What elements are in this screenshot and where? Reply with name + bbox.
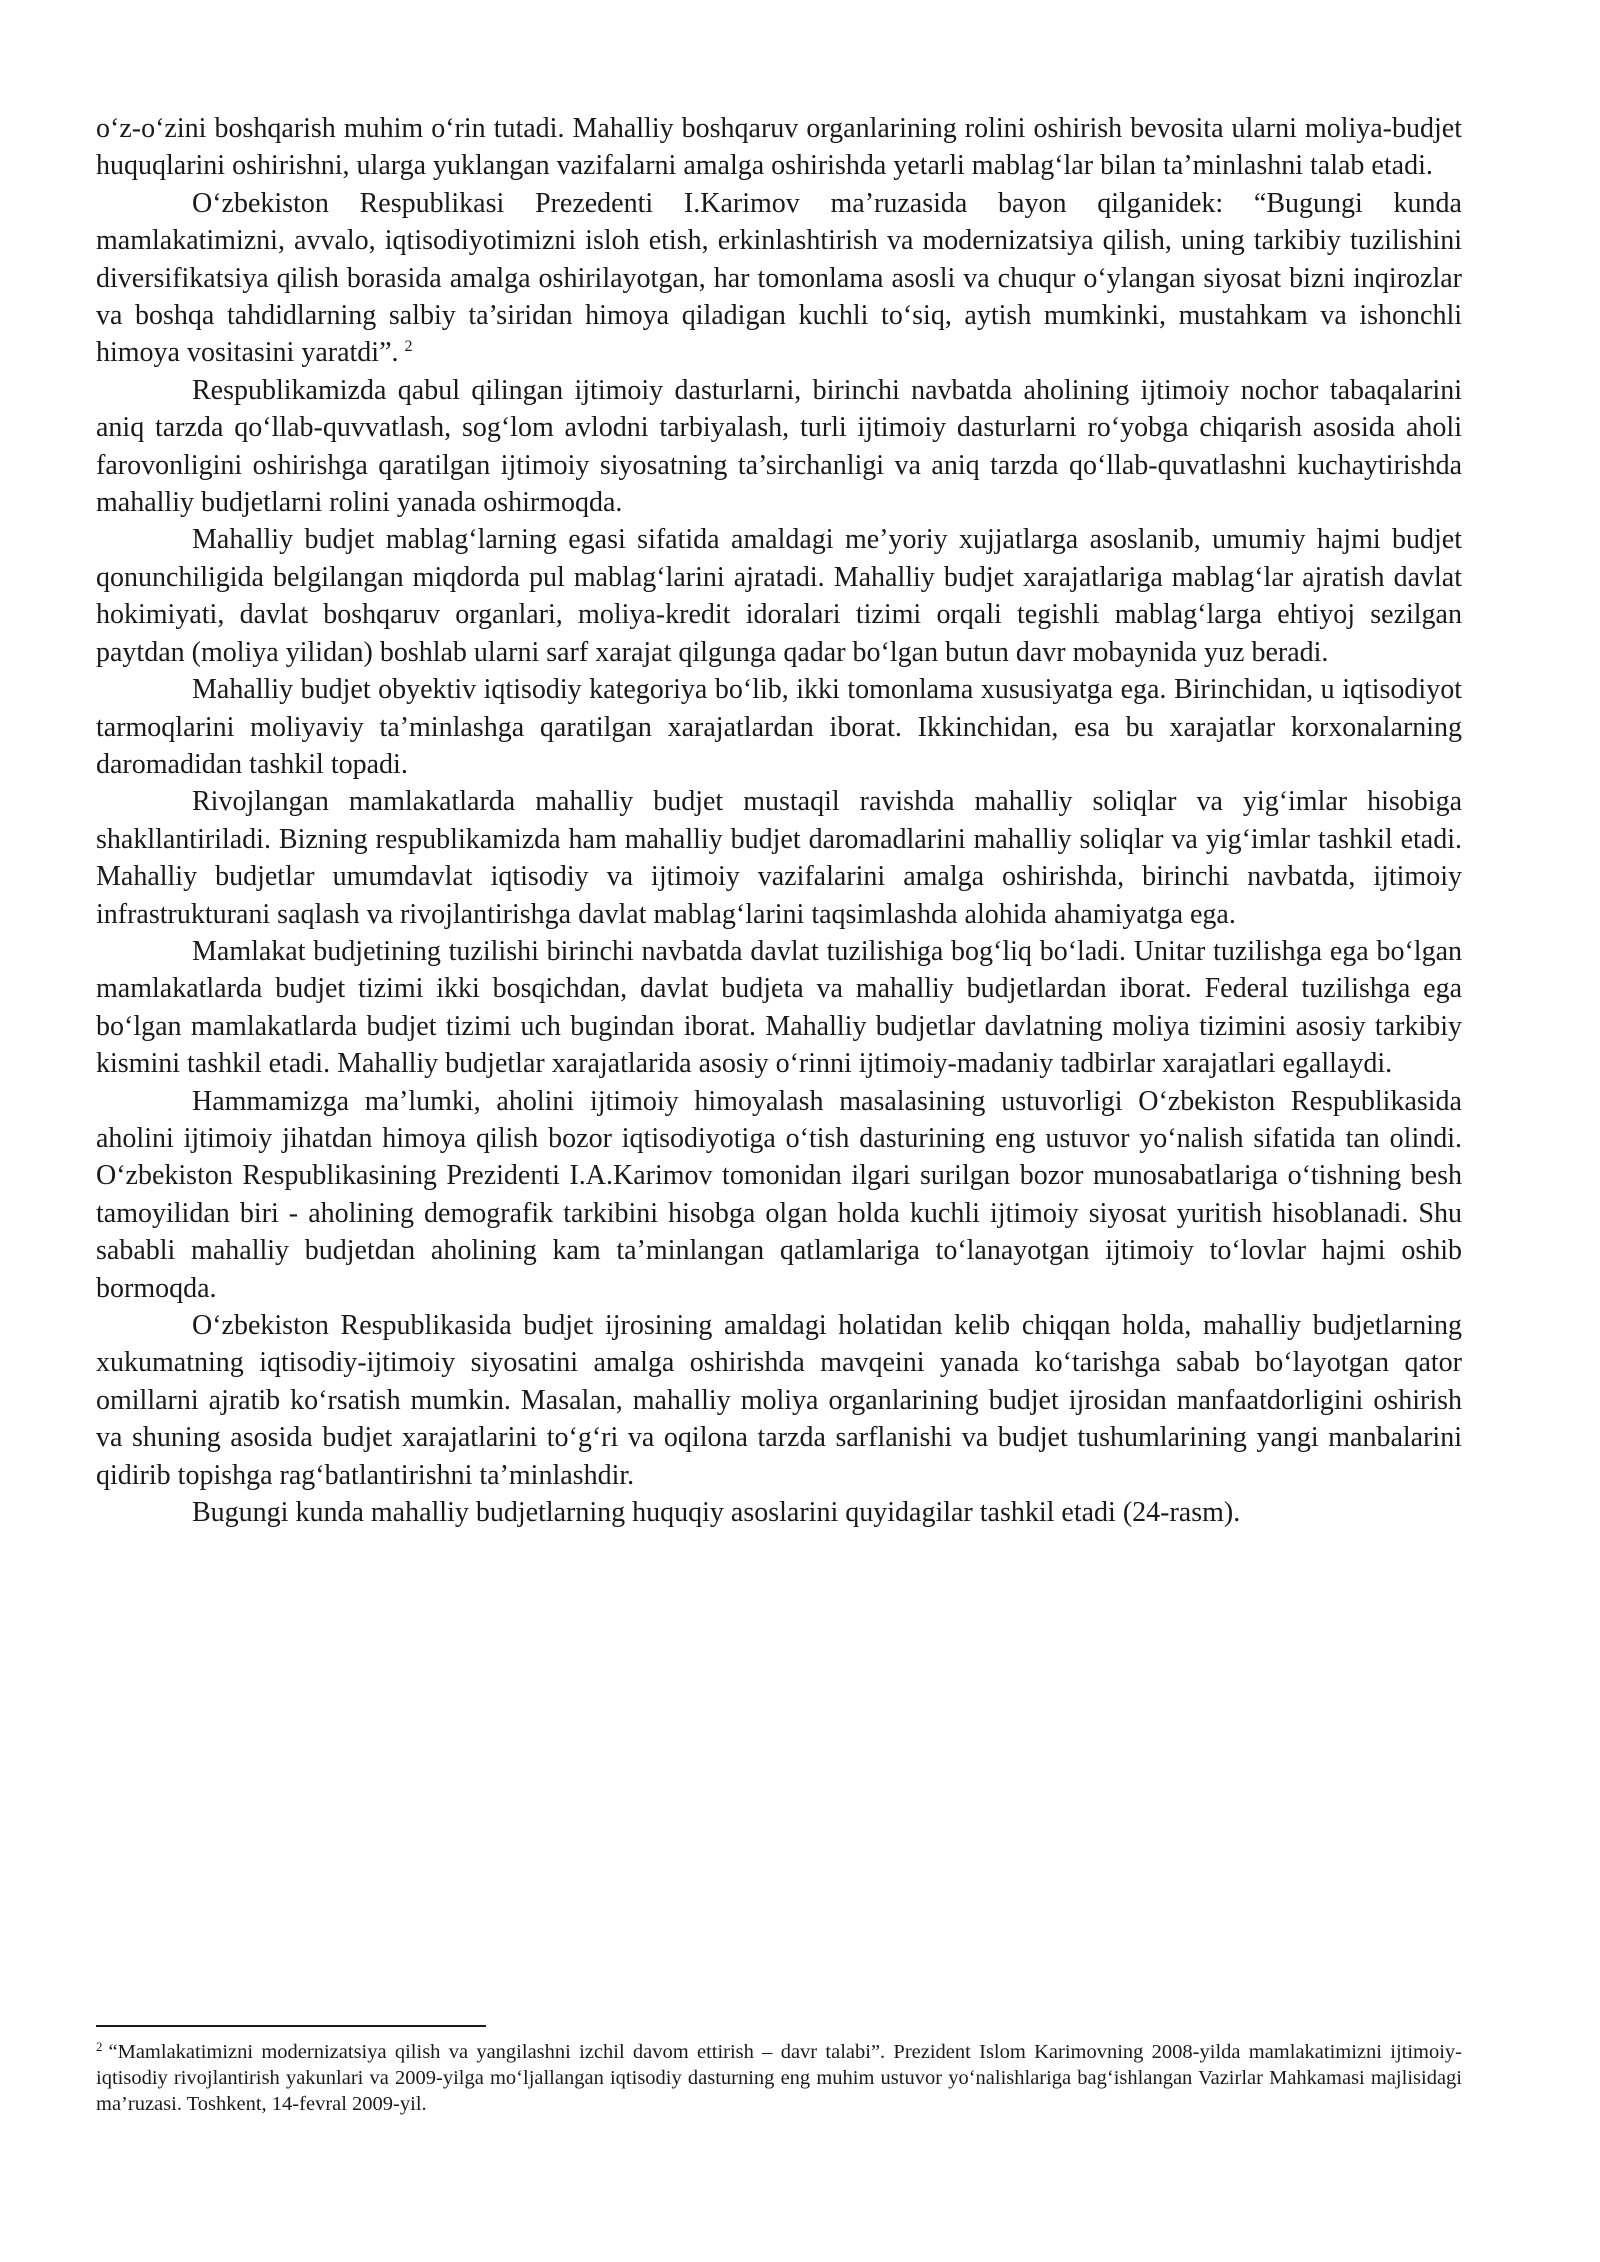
footnote-text: “Mamlakatimizni modernizatsiya qilish va yangilashni izchil davom ettirish – davr talabi”. Prezident Islom Karimovning 2008-yilda mamlakatimizni ijtimoiy-iqtisodiy rivojlantirish yakunlari va 2009-yilga mo‘ljallangan iqtisodiy dasturning eng muhim ustuvor yo‘nalishlariga bag‘ishlangan Vazirlar Mahkamasi majlisidagi ma’ruzasi. Toshkent, 14-fevral 2009-yil.	[96, 2041, 1462, 2115]
paragraph: Mamlakat budjetining tuzilishi birinchi navbatda davlat tuzilishiga bog‘liq bo‘ladi. Unitar tuzilishga ega bo‘lgan mamlakatlarda budjet tizimi ikki bosqichdan, davlat budjeta va mahalliy budjetlardan iborat. Federal tuzilishga ega bo‘lgan mamlakatlarda budjet tizimi uch bugindan iborat. Mahalliy budjetlar davlatning moliya tizimini asosiy tarkibiy kismini tashkil etadi. Mahalliy budjetlar xarajatlarida asosiy o‘rinni ijtimoiy-madaniy tadbirlar xarajatlari egallaydi.	[96, 935, 1462, 1080]
paragraph	[96, 185, 1462, 372]
paragraph: O‘zbekiston Respublikasida budjet ijrosining amaldagi holatidan kelib chiqqan holda, mahalliy budjetlarning xukumatning iqtisodiy-ijtimoiy siyosatini amalga oshirishda mavqeini yanada ko‘tarishga sabab bo‘layotgan qator omillarni ajratib ko‘rsatish mumkin. Masalan, mahalliy moliya organlarining budjet ijrosidan manfaatdorligini oshirish va shuning asosida budjet xarajatlarini to‘g‘ri va oqilona tarzda sarflanishi va budjet tushumlarining yangi manbalarini qidirib topishga rag‘batlantirishni ta’minlashdir.	[96, 1310, 1462, 1491]
paragraph: Mahalliy budjet obyektiv iqtisodiy kategoriya bo‘lib, ikki tomonlama xususiyatga ega. Birinchidan, u iqtisodiyot tarmoqlarini moliyaviy ta’minlashga qaratilgan xarajatlardan iborat. Ikkinchidan, esa bu xarajatlar korxonalarning daromadidan tashkil topadi.	[96, 674, 1462, 780]
paragraph: Hammamizga ma’lumki, aholini ijtimoiy himoyalash masalasining ustuvorligi O‘zbekiston Respublikasida aholini ijtimoiy jihatdan himoya qilish bozor iqtisodiyotiga o‘tish dasturining eng ustuvor yo‘nalish sifatida tan olindi. O‘zbekiston Respublikasining Prezidenti I.A.Karimov tomonidan ilgari surilgan bozor munosabatlariga o‘tishning besh tamoyilidan biri - aholining demografik tarkibini hisobga olgan holda kuchli ijtimoiy siyosat yuritish hisoblanadi. Shu sababli mahalliy budjetdan aholining kam ta’minlangan qatlamlariga to‘lanayotgan ijtimoiy to‘lovlar hajmi oshib bormoqda.	[96, 1085, 1462, 1304]
paragraph: Mahalliy budjet mablag‘larning egasi sifatida amaldagi me’yoriy xujjatlarga asoslanib, umumiy hajmi budjet qonunchiligida belgilangan miqdorda pul mablag‘larini ajratadi. Mahalliy budjet xarajatlariga mablag‘lar ajratish davlat hokimiyati, davlat boshqaruv organlari, moliya-kredit idoralari tizimi orqali tegishli mablag‘larga ehtiyoj sezilgan paytdan (moliya yilidan) boshlab ularni sarf xarajat qilgunga qadar bo‘lgan butun davr mobaynida yuz beradi.	[96, 524, 1462, 668]
document-body	[96, 110, 1462, 1531]
paragraph-text: O‘zbekiston Respublikasi Prezedenti I.Karimov ma’ruzasida bayon qilganidek: “Bugungi kunda mamlakatimizni, avvalo, iqtisodiyotimizni isloh etish, erkinlashtirish va modernizatsiya qilish, uning tarkibiy tuzilishini diversifikatsiya qilish borasida amalga oshirilayotgan, har tomonlama asosli va chuqur o‘ylangan siyosat bizni inqirozlar va boshqa tahdidlarning salbiy ta’siridan himoya qiladigan kuchli to‘siq, aytish mumkinki, mustahkam va ishonchli himoya vositasini yaratdi”.	[96, 187, 1462, 369]
paragraph: Rivojlangan mamlakatlarda mahalliy budjet mustaqil ravishda mahalliy soliqlar va yig‘imlar hisobiga shakllantiriladi. Bizning respublikamizda ham mahalliy budjet daromadlarini mahalliy soliqlar va yig‘imlar tashkil etadi. Mahalliy budjetlar umumdavlat iqtisodiy va ijtimoiy vazifalarini amalga oshirishda, birinchi navbatda, ijtimoiy infrastrukturani saqlash va rivojlantirishga davlat mablag‘larini taqsimlashda alohida ahamiyatga ega.	[96, 786, 1462, 930]
paragraph: o‘z-o‘zini boshqarish muhim o‘rin tutadi. Mahalliy boshqaruv organlarining rolini oshirish bevosita ularni moliya-budjet huquqlarini oshirishni, ularga yuklangan vazifalarni amalga oshirishda yetarli mablag‘lar bilan ta’minlashni talab etadi.	[96, 113, 1462, 182]
paragraph: Bugungi kunda mahalliy budjetlarning huquqiy asoslarini quyidagilar tashkil etadi (24-rasm).	[192, 1497, 1241, 1529]
paragraph: Respublikamizda qabul qilingan ijtimoiy dasturlarni, birinchi navbatda aholining ijtimoiy nochor tabaqalarini aniq tarzda qo‘llab-quvvatlash, sog‘lom avlodni tarbiyalash, turli ijtimoiy dasturlarni ro‘yobga chiqarish asosida aholi farovonligini oshirishga qaratilgan ijtimoiy siyosatning ta’sirchanligi va aniq tarzda qo‘llab-quvatlashni kuchaytirishda mahalliy budjetlarni rolini yanada oshirmoqda.	[96, 374, 1462, 519]
footnote-number: 2	[96, 2039, 103, 2054]
footnote-reference[interactable]: 2	[404, 338, 413, 356]
footnote-divider	[96, 2025, 486, 2027]
footnote	[96, 2040, 1462, 2117]
